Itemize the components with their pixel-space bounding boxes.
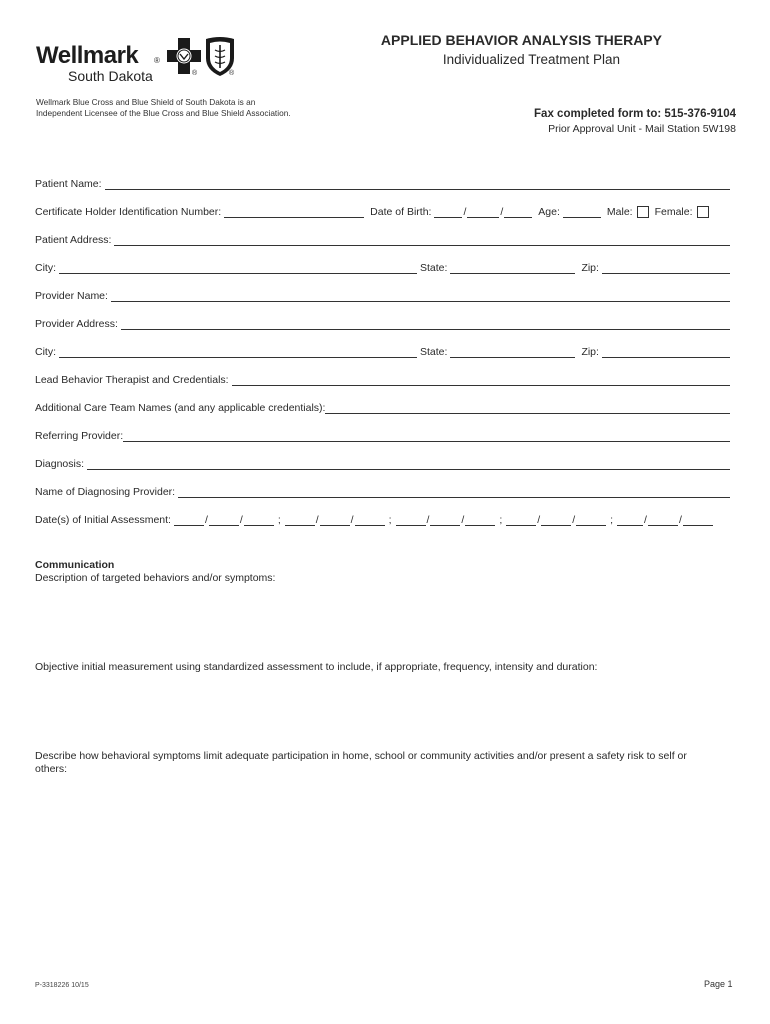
female-checkbox[interactable] bbox=[697, 206, 709, 218]
date-separator: / bbox=[350, 514, 354, 526]
prior-approval-unit: Prior Approval Unit - Mail Station 5W198 bbox=[548, 123, 736, 135]
state-label: State: bbox=[420, 262, 448, 274]
targeted-behaviors-response-area[interactable] bbox=[35, 590, 725, 650]
patient-address-row bbox=[35, 232, 730, 246]
date-separator: / bbox=[644, 514, 647, 526]
fax-instruction: Fax completed form to: 515-376-9104 bbox=[534, 108, 736, 120]
assessment-3-year[interactable] bbox=[465, 515, 495, 526]
patient-address-field[interactable] bbox=[114, 235, 730, 246]
provider-name-field[interactable] bbox=[111, 291, 730, 302]
page-number: Page 1 bbox=[704, 979, 733, 989]
lead-therapist-row bbox=[35, 372, 730, 386]
form-subtitle: Individualized Treatment Plan bbox=[442, 52, 620, 67]
patient-name-field[interactable] bbox=[105, 179, 730, 190]
patient-name-row bbox=[35, 176, 730, 190]
provider-name-label: Provider Name: bbox=[35, 290, 108, 302]
date-separator: / bbox=[678, 514, 682, 526]
male-label: Male: bbox=[606, 206, 633, 218]
date-list-separator: ; bbox=[277, 514, 281, 526]
referring-provider-label: Referring Provider: bbox=[35, 430, 124, 442]
form-number: P-3318226 10/15 bbox=[35, 982, 89, 989]
date-separator: / bbox=[461, 514, 465, 526]
additional-team-row bbox=[35, 400, 730, 414]
date-separator: / bbox=[500, 206, 504, 218]
additional-team-field[interactable] bbox=[325, 403, 730, 414]
patient-address-label: Patient Address: bbox=[35, 234, 112, 246]
age-label: Age: bbox=[538, 206, 560, 218]
assessment-4-day[interactable] bbox=[541, 515, 571, 526]
patient-state-field[interactable] bbox=[450, 263, 575, 274]
disclaimer-line: Independent Licensee of the Blue Cross and Blue Shield Association. bbox=[36, 108, 291, 118]
assessment-4-month[interactable] bbox=[506, 515, 536, 526]
male-checkbox[interactable] bbox=[637, 206, 649, 218]
provider-address-row bbox=[35, 316, 730, 330]
assessment-1-day[interactable] bbox=[209, 515, 239, 526]
assessment-1-year[interactable] bbox=[244, 515, 274, 526]
participation-limit-section bbox=[35, 750, 725, 776]
registered-mark: ® bbox=[192, 70, 198, 77]
participation-limit-response-area[interactable] bbox=[35, 782, 725, 962]
provider-address-label: Provider Address: bbox=[35, 318, 118, 330]
date-separator: / bbox=[239, 514, 243, 526]
assessment-3-day[interactable] bbox=[430, 515, 460, 526]
diagnosing-provider-row bbox=[35, 484, 730, 498]
date-separator: / bbox=[204, 514, 208, 526]
patient-name-label: Patient Name: bbox=[35, 178, 102, 190]
state-label: State: bbox=[420, 346, 448, 358]
referring-provider-field[interactable] bbox=[123, 431, 730, 442]
diagnosis-row bbox=[35, 456, 730, 470]
assessment-1-month[interactable] bbox=[174, 515, 204, 526]
zip-label: Zip: bbox=[581, 262, 599, 274]
referring-provider-row bbox=[35, 428, 730, 442]
id-dob-row bbox=[35, 204, 730, 218]
dob-day-field[interactable] bbox=[467, 207, 499, 218]
cert-holder-id-field[interactable] bbox=[224, 207, 364, 218]
provider-name-row bbox=[35, 288, 730, 302]
licensee-disclaimer bbox=[36, 97, 296, 119]
additional-team-label: Additional Care Team Names (and any applicable credentials): bbox=[35, 402, 326, 414]
assessment-2-year[interactable] bbox=[355, 515, 385, 526]
communication-heading: Communication bbox=[35, 559, 115, 571]
logo-region: South Dakota bbox=[68, 68, 153, 84]
provider-zip-field[interactable] bbox=[602, 347, 730, 358]
diagnosing-provider-field[interactable] bbox=[178, 487, 730, 498]
provider-city-field[interactable] bbox=[59, 347, 417, 358]
assessment-5-year[interactable] bbox=[683, 515, 713, 526]
patient-city-field[interactable] bbox=[59, 263, 417, 274]
assessment-2-month[interactable] bbox=[285, 515, 315, 526]
diagnosis-field[interactable] bbox=[87, 459, 730, 470]
date-separator: / bbox=[315, 514, 319, 526]
patient-city-row bbox=[35, 260, 730, 274]
date-separator: / bbox=[463, 206, 467, 218]
initial-assessment-label: Date(s) of Initial Assessment: bbox=[35, 514, 171, 526]
date-separator: / bbox=[572, 514, 576, 526]
dob-month-field[interactable] bbox=[434, 207, 462, 218]
diagnosing-provider-label: Name of Diagnosing Provider: bbox=[35, 486, 176, 498]
dob-year-field[interactable] bbox=[504, 207, 532, 218]
communication-section bbox=[35, 559, 725, 585]
wellmark-logo-word: Wellmark bbox=[36, 42, 139, 69]
city-label: City: bbox=[35, 262, 56, 274]
form-title: APPLIED BEHAVIOR ANALYSIS THERAPY bbox=[380, 32, 662, 48]
female-label: Female: bbox=[654, 206, 693, 218]
date-separator: / bbox=[426, 514, 430, 526]
registered-mark: ® bbox=[229, 70, 235, 77]
provider-state-field[interactable] bbox=[450, 347, 575, 358]
date-list-separator: ; bbox=[499, 514, 503, 526]
city-label: City: bbox=[35, 346, 56, 358]
assessment-3-month[interactable] bbox=[396, 515, 426, 526]
zip-label: Zip: bbox=[581, 346, 599, 358]
diagnosis-label: Diagnosis: bbox=[35, 458, 85, 470]
participation-limit-prompt: Describe how behavioral symptoms limit adequate participation in home, school or community activities and/or present a safety risk to self or bbox=[35, 750, 687, 762]
assessment-2-day[interactable] bbox=[320, 515, 350, 526]
provider-city-row bbox=[35, 344, 730, 358]
assessment-5-day[interactable] bbox=[648, 515, 678, 526]
date-list-separator: ; bbox=[610, 514, 614, 526]
provider-address-field[interactable] bbox=[121, 319, 730, 330]
cert-holder-id-label: Certificate Holder Identification Number: bbox=[35, 206, 222, 218]
targeted-behaviors-prompt: Description of targeted behaviors and/or symptoms: bbox=[35, 572, 276, 584]
date-separator: / bbox=[537, 514, 541, 526]
registered-mark: ® bbox=[154, 56, 160, 65]
patient-zip-field[interactable] bbox=[602, 263, 730, 274]
objective-measurement-response-area[interactable] bbox=[35, 678, 725, 740]
lead-therapist-label: Lead Behavior Therapist and Credentials: bbox=[35, 374, 229, 386]
blue-cross-icon bbox=[165, 36, 203, 76]
date-list-separator: ; bbox=[388, 514, 392, 526]
dob-label: Date of Birth: bbox=[370, 206, 432, 218]
objective-measurement-prompt: Objective initial measurement using standardized assessment to include, if appropriate, frequency, intensity and duration: bbox=[35, 661, 598, 673]
assessment-5-month[interactable] bbox=[617, 515, 643, 526]
initial-assessment-row bbox=[35, 512, 717, 526]
assessment-4-year[interactable] bbox=[576, 515, 606, 526]
participation-limit-prompt: others: bbox=[35, 763, 68, 775]
lead-therapist-field[interactable] bbox=[232, 375, 730, 386]
age-field[interactable] bbox=[563, 207, 601, 218]
disclaimer-line: Wellmark Blue Cross and Blue Shield of South Dakota is an bbox=[36, 97, 256, 107]
